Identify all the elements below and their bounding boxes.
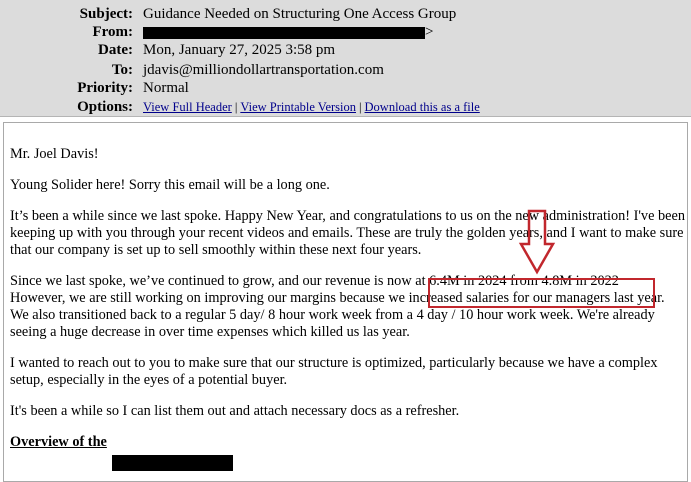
download-file-link[interactable]: Download this as a file: [364, 100, 480, 114]
from-value-tail: >: [425, 24, 434, 40]
subject-label: Subject:: [79, 6, 133, 22]
to-row: [0, 61, 691, 79]
date-row: [0, 41, 691, 59]
view-full-header-link[interactable]: View Full Header: [143, 100, 232, 114]
options-separator: |: [234, 100, 238, 114]
options-row: [0, 98, 691, 116]
date-label: Date:: [98, 42, 133, 58]
subject-value: Guidance Needed on Structuring One Access Group: [143, 6, 457, 22]
view-printable-version-link[interactable]: View Printable Version: [240, 100, 356, 114]
overview-heading: Overview of the: [10, 434, 107, 450]
priority-label: Priority:: [77, 80, 133, 96]
overview-redaction: [112, 455, 233, 471]
paragraph-intro: Young Solider here! Sorry this email will be a long one.: [10, 177, 330, 193]
paragraph-structure: I wanted to reach out to you to make sure that our structure is optimized, particularly because we have a complex setup, especially in the eyes of a potential buyer.: [10, 355, 658, 388]
greeting: Mr. Joel Davis!: [10, 146, 99, 162]
message-header: [0, 0, 691, 117]
options-links: [143, 98, 480, 116]
options-label: Options:: [77, 99, 133, 115]
options-separator: |: [359, 100, 362, 114]
subject-row: [0, 5, 691, 23]
from-row: [0, 23, 691, 41]
margins-text: However, we are still working on improving our margins because we increased salaries for our managers last year. We also transitioned back to a regular 5 day/ 8 hour work week from a 4 day / 10 hour work week. We're already seeing a huge decrease in over time expenses which killed us las year.: [10, 290, 665, 340]
to-label: To:: [111, 62, 133, 78]
down-arrow-icon: [518, 209, 556, 275]
to-value: jdavis@milliondollartransportation.com: [143, 62, 384, 78]
priority-value: Normal: [143, 80, 189, 96]
from-redaction: [143, 27, 425, 39]
paragraph-new-year: It’s been a while since we last spoke. Happy New Year, and congratulations to us on the new administration! I've been keeping up with you through your recent videos and emails. These are truly the golden years, and I want to make sure that our company is set up to sell smoothly within these next four years.: [10, 208, 685, 258]
paragraph-refresher: It's been a while so I can list them out and attach necessary docs as a refresher.: [10, 403, 460, 419]
overview-line: [10, 434, 686, 451]
date-value: Mon, January 27, 2025 3:58 pm: [143, 42, 336, 58]
revenue-text: Since we last spoke, we’ve continued to grow, and our revenue is now: [10, 273, 416, 289]
priority-row: [0, 79, 691, 97]
revenue-highlight: at 6.4M in 2024 from 4.8M in 2022: [415, 273, 619, 289]
from-label: From:: [92, 24, 133, 40]
highlight-box: [428, 278, 655, 308]
